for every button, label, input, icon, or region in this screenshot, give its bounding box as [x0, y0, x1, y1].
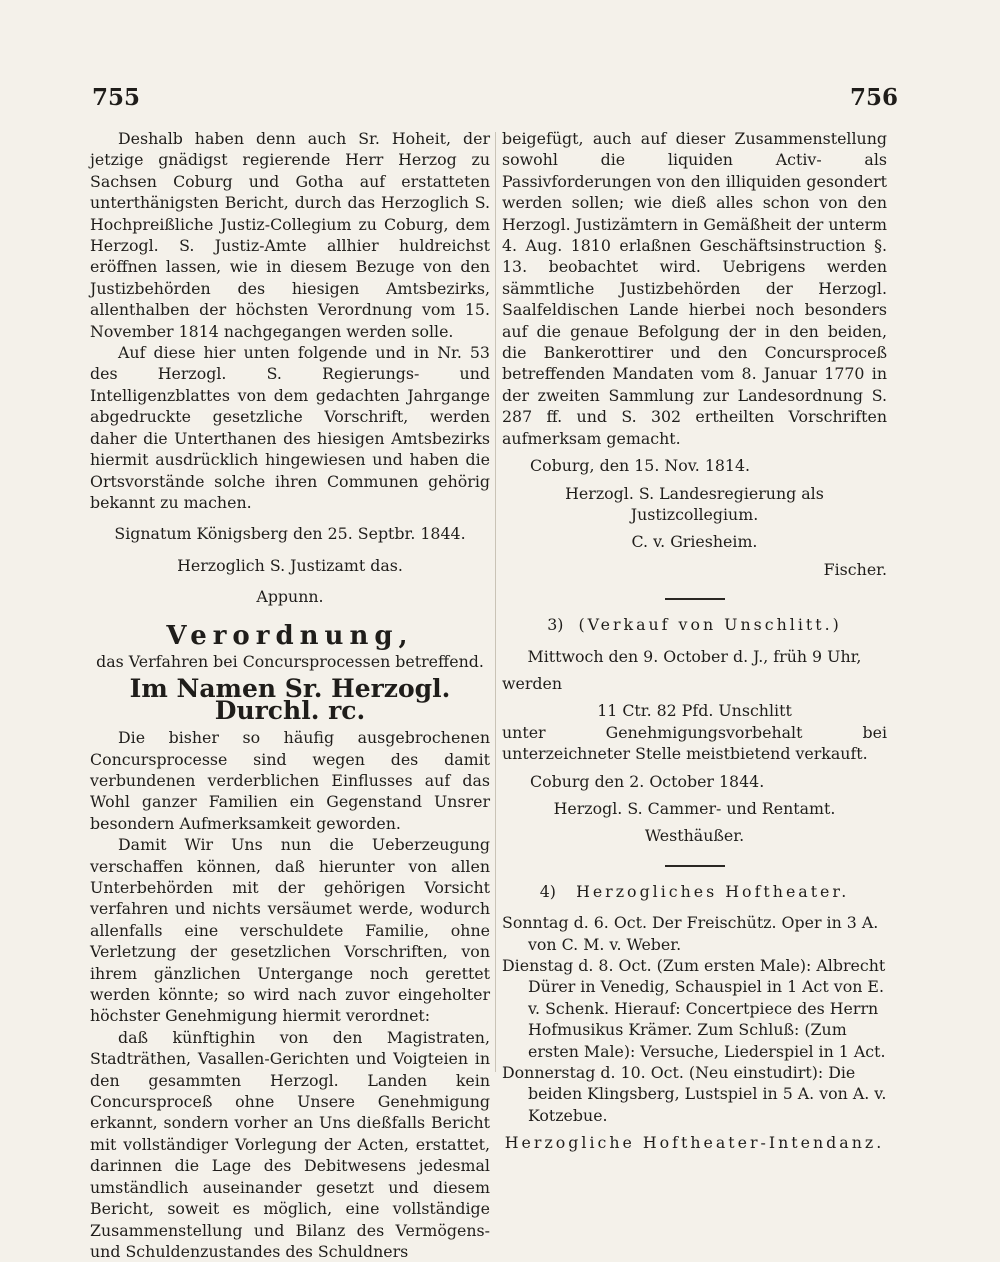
page-number-left: 755	[92, 84, 141, 111]
paragraph: daß künftighin von den Magistraten, Stadträthen, Vasallen-Gerichten und Voigteien in den gesammten Herzogl. Landen kein Concursproceß ohne Unsere Genehmigung erkannt, sondern vorher an Uns dießfalls Bericht mit vollständiger Vorlegung der Acten, erstattet, darinnen die Lage des Debitwesens jedesmal umständlich auseinander gesetzt und diesem Bericht, soweit es möglich, eine vollständige Zusammenstellung und Bilanz des Vermögens- und Schuldenzustandes des Schuldners	[90, 1027, 490, 1261]
page-number-right: 756	[850, 84, 899, 111]
paragraph: Damit Wir Uns nun die Ueberzeugung verschaffen können, daß hierunter von allen Unterbehörden mit der gehörigen Vorsicht verfahren und nichts versäumet werde, wodurch allenfalls eine verschuldete Familie, ohne Verletzung der gesetzlichen Vorschriften, von ihrem gänzlichen Untergange noch gerettet werden könnte; so wird nach zuvor eingeholter höchster Genehmigung hiermit verordnet:	[90, 835, 490, 1026]
right-column	[502, 128, 887, 1154]
authority-line: Herzogl. S. Cammer- und Rentamt.	[553, 798, 836, 818]
authority-line: Herzogl. S. Landesregierung als Justizcollegium.	[565, 483, 824, 524]
paragraph: beigefügt, auch auf dieser Zusammenstellung sowohl die liquiden Activ- als Passivforderungen von den illiquiden gesondert werden sollen; wie dieß alles schon von den Herzogl. Justizämtern in Gemäßheit der unterm 4. Aug. 1810 erlaßnen Geschäftsinstruction §. 13. beobachtet wird. Uebrigens werden sämmtliche Justizbehörden der Herzogl. Saalfeldischen Lande hierbei noch besonders auf die genaue Befolgung der in den beiden, die Bankerottirer und den Concursproceß betreffenden Mandaten vom 8. Januar 1770 in der zweiten Sammlung zur Landesordnung S. 287 ff. und S. 302 ertheilten Vorschriften aufmerksam gemacht.	[502, 129, 887, 448]
signer-name: Westhäußer.	[644, 826, 745, 846]
section-header	[502, 881, 887, 902]
section-rule	[665, 865, 725, 867]
paragraph: Deshalb haben denn auch Sr. Hoheit, der jetzige gnädigst regierende Herr Herzog zu Sachsen Coburg und Gotha auf erstatteten unterthänigsten Bericht, durch das Herzoglich S. Hochpreißliche Justiz-Collegium zu Coburg, dem Herzogl. S. Justiz-Amte allhier huldreichst eröffnen lassen, wie in diesem Bezuge von den Justizbehörden des hiesigen Amtsbezirks, allenthalben der höchsten Verordnung vom 15. November 1814 nachgegangen werden solle.	[90, 129, 490, 341]
section-title: (Verkauf von Unschlitt.)	[578, 615, 842, 635]
paragraph: Die bisher so häufig ausgebrochenen Concursprocesse sind wegen des damit verbundenen verderblichen Einflusses auf das Wohl ganzer Familien ein Gegenstand Unsrer besondern Aufmerksamkeit geworden.	[90, 728, 490, 833]
section-number: 4)	[539, 881, 556, 901]
signatum-line: Signatum Königsberg den 25. Septbr. 1844.	[114, 524, 466, 544]
ordinance-subheading: das Verfahren bei Concursprocessen betreffend.	[96, 651, 484, 671]
section-number: 3)	[547, 615, 564, 635]
ordinance-heading: Verordnung,	[166, 620, 414, 651]
signer-name: Appunn.	[256, 587, 324, 607]
paragraph: unter Genehmigungsvorbehalt bei unterzeichneter Stelle meistbietend verkauft.	[502, 722, 887, 764]
section-title: Herzogliches Hoftheater.	[576, 881, 850, 901]
authority-line: Herzoglich S. Justizamt das.	[177, 555, 403, 575]
closing-signature: Herzogliche Hoftheater-Intendanz.	[504, 1133, 885, 1153]
section-header	[502, 614, 887, 635]
date-line: Coburg, den 15. Nov. 1814.	[530, 456, 751, 476]
column-divider	[495, 132, 496, 1072]
theater-entry: Dienstag d. 8. Oct. (Zum ersten Male): Albrecht Dürer in Venedig, Schauspiel in 1 Act von E. v. Schenk. Hierauf: Concertpiece des Herrn Hofmusikus Krämer. Zum Schluß: (Zum ersten Male): Versuche, Liederspiel in 1 Act.	[502, 956, 886, 1061]
auction-item: 11 Ctr. 82 Pfd. Unschlitt	[597, 701, 792, 721]
section-rule	[665, 598, 725, 600]
paragraph: Auf diese hier unten folgende und in Nr. 53 des Herzogl. S. Regierungs- und Intelligenzblattes von dem gedachten Jahrgange abgedruckte gesetzliche Vorschrift, werden daher die Unterthanen des hiesigen Amtsbezirks hiermit ausdrücklich hingewiesen und haben die Ortsvorstände solche ihren Communen gehörig bekannt zu machen.	[90, 343, 490, 512]
left-column	[90, 128, 490, 1262]
auction-date: Mittwoch den 9. October d. J., früh 9 Uhr,	[527, 646, 862, 666]
date-line: Coburg den 2. October 1844.	[530, 771, 765, 791]
paragraph: werden	[502, 673, 563, 693]
theater-entry: Sonntag d. 6. Oct. Der Freischütz. Oper in 3 A. von C. M. v. Weber.	[502, 913, 879, 954]
ordinance-title: Im Namen Sr. Herzogl. Durchl. rc.	[129, 674, 451, 725]
signer-name: Fischer.	[823, 559, 887, 579]
theater-entry: Donnerstag d. 10. Oct. (Neu einstudirt): Die beiden Klingsberg, Lustspiel in 5 A. von A. v. Kotzebue.	[502, 1063, 887, 1125]
signer-name: C. v. Griesheim.	[631, 532, 758, 552]
